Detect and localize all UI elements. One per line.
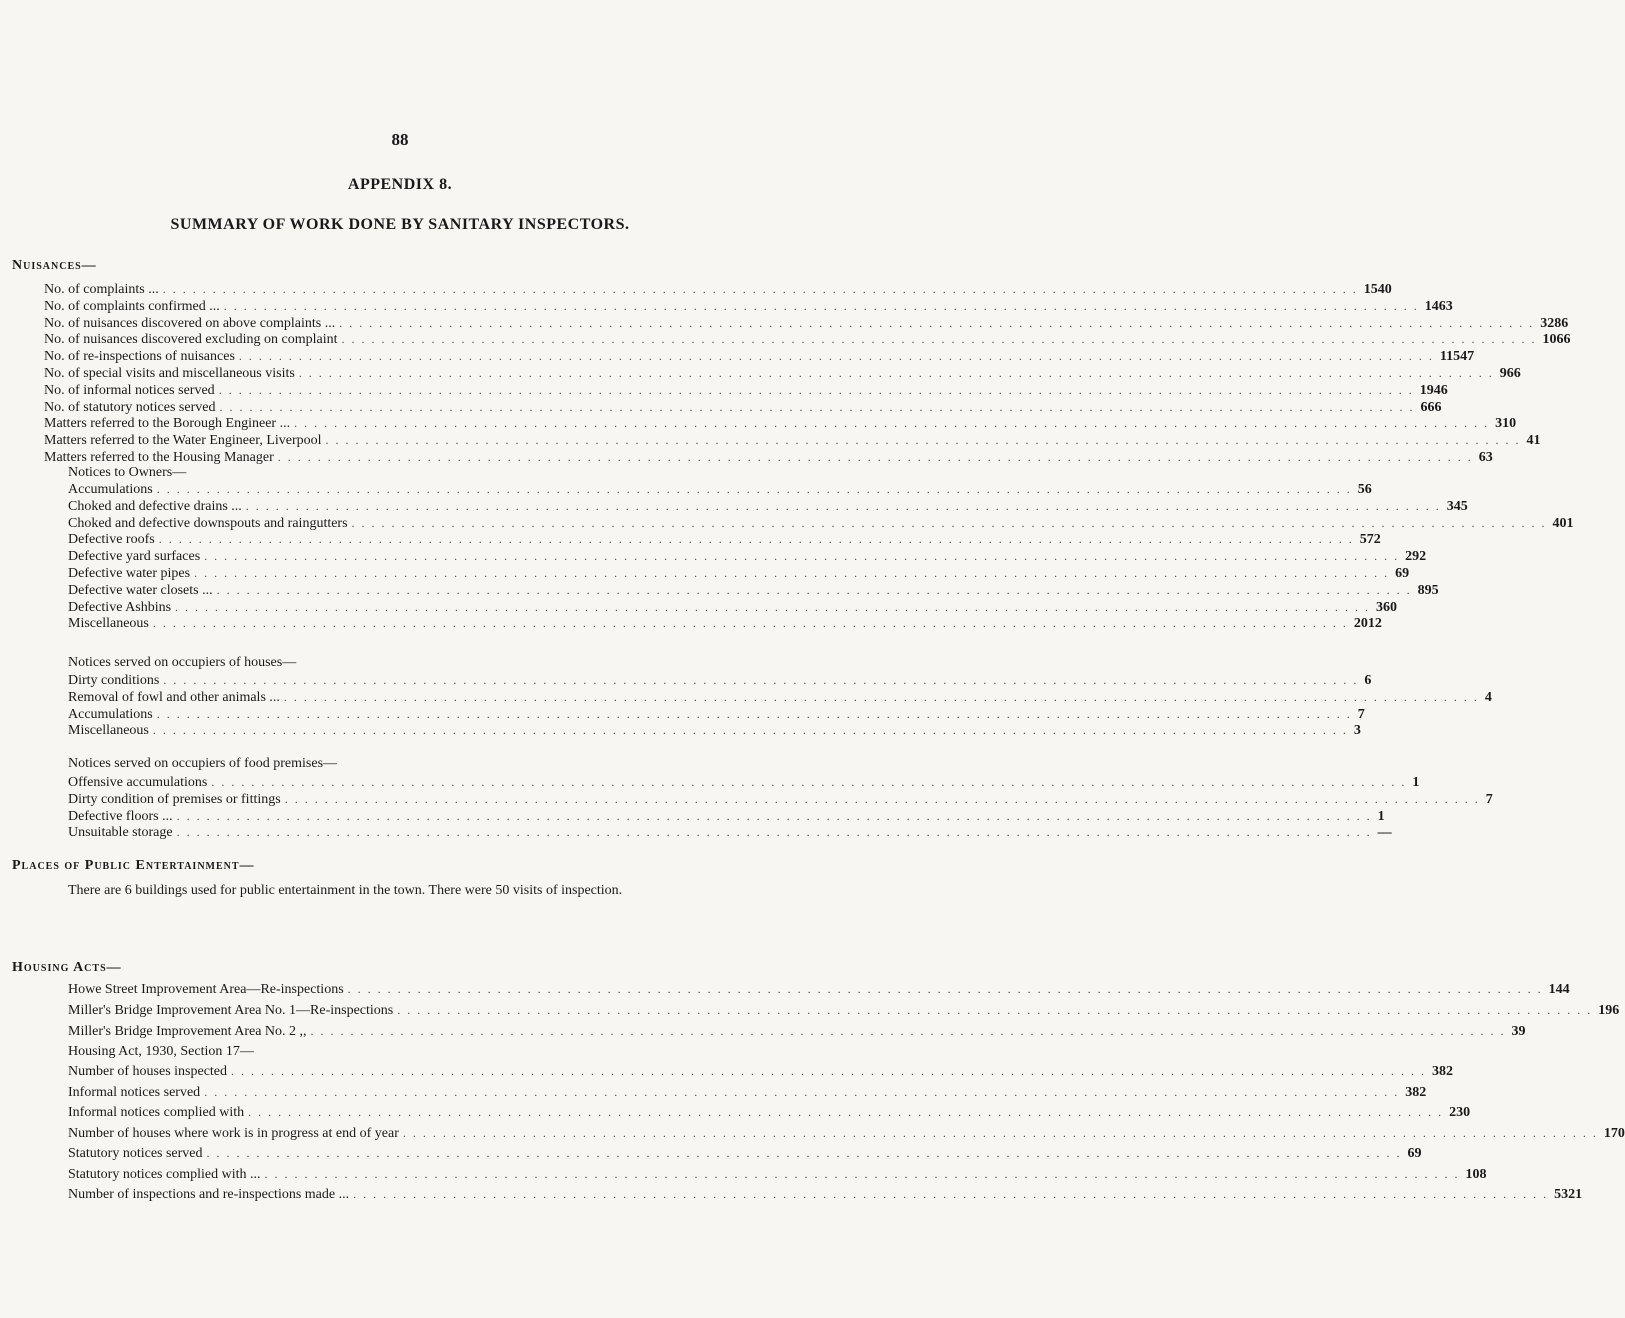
row-value: 6	[1364, 673, 1372, 688]
dot-leader: . . . . . . . . . . . . . . . . . . . . . . . . . . . . . . . . . . . . . . . . . . . . . . . . . . . . . . . . . . . . . . . . . . . . . . . . . . . . . . . . . . . . . . . . . . . . . . . . . . . . . . . . . . . . . . . . . . . . . . . .	[158, 532, 1354, 547]
dot-leader: . . . . . . . . . . . . . . . . . . . . . . . . . . . . . . . . . . . . . . . . . . . . . . . . . . . . . . . . . . . . . . . . . . . . . . . . . . . . . . . . . . . . . . . . . . . . . . . . . . . . . . . . . . . . . . . . . . . . . . . .	[152, 616, 1348, 631]
table-row	[44, 298, 1453, 315]
row-label: Unsuitable storage	[68, 825, 173, 841]
row-value: 69	[1407, 1146, 1422, 1161]
row-label: Informal notices served	[68, 1084, 201, 1100]
page-title: SUMMARY OF WORK DONE BY SANITARY INSPECTORS.	[170, 216, 630, 233]
dot-leader: . . . . . . . . . . . . . . . . . . . . . . . . . . . . . . . . . . . . . . . . . . . . . . . . . . . . . . . . . . . . . . . . . . . . . . . . . . . . . . . . . . . . . . . . . . . . . . . . . . . . . . . . . . . . . . . . . . . . . . . .	[325, 433, 1521, 448]
dot-leader: . . . . . . . . . . . . . . . . . . . . . . . . . . . . . . . . . . . . . . . . . . . . . . . . . . . . . . . . . . . . . . . . . . . . . . . . . . . . . . . . . . . . . . . . . . . . . . . . . . . . . . . . . . . . . . . . . . . . . . . .	[347, 982, 1543, 996]
row-label: Miller's Bridge Improvement Area No. 1—Re-inspections	[68, 1003, 394, 1018]
row-value: 1	[1412, 775, 1420, 790]
row-label: No. of nuisances discovered on above complaints ...	[44, 315, 336, 331]
dot-leader: . . . . . . . . . . . . . . . . . . . . . . . . . . . . . . . . . . . . . . . . . . . . . . . . . . . . . . . . . . . . . . . . . . . . . . . . . . . . . . . . . . . . . . . . . . . . . . . . . . . . . . . . . . . . . . . . . . . . . . . .	[353, 1187, 1549, 1201]
row-value: 382	[1405, 1084, 1427, 1100]
table-row	[68, 1002, 1620, 1019]
page-number: 88	[391, 130, 409, 149]
row-value: 39	[1511, 1024, 1526, 1039]
dot-leader: . . . . . . . . . . . . . . . . . . . . . . . . . . . . . . . . . . . . . . . . . . . . . . . . . . . . . . . . . . . . . . . . . . . . . . . . . . . . . . . . . . . . . . . . . . . . . . . . . . . . . . . . . . . . . . . . . . . . . . . .	[294, 416, 1490, 431]
dot-leader: . . . . . . . . . . . . . . . . . . . . . . . . . . . . . . . . . . . . . . . . . . . . . . . . . . . . . . . . . . . . . . . . . . . . . . . . . . . . . . . . . . . . . . . . . . . . . . . . . . . . . . . . . . . . . . . . . . . . . . . .	[310, 1024, 1506, 1038]
row-label: Miller's Bridge Improvement Area No. 2 ,,	[68, 1024, 307, 1039]
row-label: Miscellaneous	[68, 616, 149, 632]
dot-leader: . . . . . . . . . . . . . . . . . . . . . . . . . . . . . . . . . . . . . . . . . . . . . . . . . . . . . . . . . . . . . . . . . . . . . . . . . . . . . . . . . . . . . . . . . . . . . . . . . . . . . . . . . . . . . . . . . . . . . . . .	[341, 332, 1537, 347]
row-value: 4	[1484, 689, 1492, 705]
dot-leader: . . . . . . . . . . . . . . . . . . . . . . . . . . . . . . . . . . . . . . . . . . . . . . . . . . . . . . . . . . . . . . . . . . . . . . . . . . . . . . . . . . . . . . . . . . . . . . . . . . . . . . . . . . . . . . . . . . . . . . . .	[176, 825, 1372, 840]
table-row	[68, 1186, 1583, 1203]
row-value: 310	[1495, 416, 1517, 432]
dot-leader: . . . . . . . . . . . . . . . . . . . . . . . . . . . . . . . . . . . . . . . . . . . . . . . . . . . . . . . . . . . . . . . . . . . . . . . . . . . . . . . . . . . . . . . . . . . . . . . . . . . . . . . . . . . . . . . . . . . . . . . .	[277, 450, 1473, 464]
owners-heading: Notices to Owners—	[68, 465, 187, 480]
table-row	[44, 281, 1392, 298]
table-row	[68, 689, 1492, 706]
table-row	[68, 791, 1493, 808]
entertainment-text: There are 6 buildings used for public entertainment in the town. There were 50 visits of inspection.	[68, 883, 623, 898]
dot-leader: . . . . . . . . . . . . . . . . . . . . . . . . . . . . . . . . . . . . . . . . . . . . . . . . . . . . . . . . . . . . . . . . . . . . . . . . . . . . . . . . . . . . . . . . . . . . . . . . . . . . . . . . . . . . . . . . . . . . . . . .	[298, 366, 1494, 380]
row-label: Accumulations	[68, 482, 153, 497]
row-value: 1066	[1542, 332, 1571, 348]
dot-leader: . . . . . . . . . . . . . . . . . . . . . . . . . . . . . . . . . . . . . . . . . . . . . . . . . . . . . . . . . . . . . . . . . . . . . . . . . . . . . . . . . . . . . . . . . . . . . . . . . . . . . . . . . . . . . . . . . . . . . . . .	[218, 382, 1414, 397]
table-row	[44, 382, 1448, 399]
row-value: 666	[1420, 399, 1442, 415]
dot-leader: . . . . . . . . . . . . . . . . . . . . . . . . . . . . . . . . . . . . . . . . . . . . . . . . . . . . . . . . . . . . . . . . . . . . . . . . . . . . . . . . . . . . . . . . . . . . . . . . . . . . . . . . . . . . . . . . . . . . . . . .	[397, 1003, 1593, 1017]
nuisances-heading: Nuisances—	[12, 258, 97, 273]
row-label: Choked and defective downspouts and raingutters	[68, 515, 348, 531]
table-row	[68, 1125, 1625, 1142]
dot-leader: . . . . . . . . . . . . . . . . . . . . . . . . . . . . . . . . . . . . . . . . . . . . . . . . . . . . . . . . . . . . . . . . . . . . . . . . . . . . . . . . . . . . . . . . . . . . . . . . . . . . . . . . . . . . . . . . . . . . . . . .	[245, 498, 1441, 513]
row-label: No. of nuisances discovered excluding on complaint	[44, 332, 338, 348]
row-label: Defective Ashbins	[68, 599, 172, 615]
table-row	[68, 565, 1410, 582]
table-row	[44, 449, 1493, 466]
row-value: 11547	[1439, 349, 1475, 365]
table-row	[68, 515, 1574, 532]
row-label: Defective floors ...	[68, 808, 173, 824]
row-value: 895	[1417, 582, 1439, 598]
row-value: 144	[1548, 982, 1570, 997]
row-value: 56	[1357, 482, 1372, 497]
dot-leader: . . . . . . . . . . . . . . . . . . . . . . . . . . . . . . . . . . . . . . . . . . . . . . . . . . . . . . . . . . . . . . . . . . . . . . . . . . . . . . . . . . . . . . . . . . . . . . . . . . . . . . . . . . . . . . . . . . . . . . . .	[223, 298, 1419, 313]
dot-leader: . . . . . . . . . . . . . . . . . . . . . . . . . . . . . . . . . . . . . . . . . . . . . . . . . . . . . . . . . . . . . . . . . . . . . . . . . . . . . . . . . . . . . . . . . . . . . . . . . . . . . . . . . . . . . . . . . . . . . . . .	[402, 1125, 1598, 1140]
row-value: 345	[1446, 498, 1468, 514]
dot-leader: . . . . . . . . . . . . . . . . . . . . . . . . . . . . . . . . . . . . . . . . . . . . . . . . . . . . . . . . . . . . . . . . . . . . . . . . . . . . . . . . . . . . . . . . . . . . . . . . . . . . . . . . . . . . . . . . . . . . . . . .	[351, 515, 1547, 530]
dot-leader: . . . . . . . . . . . . . . . . . . . . . . . . . . . . . . . . . . . . . . . . . . . . . . . . . . . . . . . . . . . . . . . . . . . . . . . . . . . . . . . . . . . . . . . . . . . . . . . . . . . . . . . . . . . . . . . . . . . . . . . .	[175, 599, 1371, 614]
dot-leader: . . . . . . . . . . . . . . . . . . . . . . . . . . . . . . . . . . . . . . . . . . . . . . . . . . . . . . . . . . . . . . . . . . . . . . . . . . . . . . . . . . . . . . . . . . . . . . . . . . . . . . . . . . . . . . . . . . . . . . . .	[339, 315, 1535, 330]
row-label: Removal of fowl and other animals ...	[68, 689, 280, 705]
dot-leader: . . . . . . . . . . . . . . . . . . . . . . . . . . . . . . . . . . . . . . . . . . . . . . . . . . . . . . . . . . . . . . . . . . . . . . . . . . . . . . . . . . . . . . . . . . . . . . . . . . . . . . . . . . . . . . . . . . . . . . . .	[219, 399, 1415, 414]
table-row	[68, 531, 1381, 548]
table-row	[68, 582, 1439, 599]
row-value: 5321	[1554, 1187, 1583, 1202]
row-value: 1	[1377, 808, 1385, 824]
row-label: No. of special visits and miscellaneous visits	[44, 366, 295, 381]
row-label: No. of complaints ...	[44, 282, 159, 297]
row-value: 572	[1359, 532, 1381, 548]
row-value: 230	[1449, 1105, 1471, 1120]
row-label: Miscellaneous	[68, 723, 149, 739]
row-label: No. of informal notices served	[44, 382, 215, 398]
row-label: Defective yard surfaces	[68, 549, 201, 565]
row-label: Dirty condition of premises or fittings	[68, 791, 281, 807]
row-label: Howe Street Improvement Area—Re-inspections	[68, 982, 344, 997]
row-label: Informal notices complied with	[68, 1105, 245, 1120]
table-row	[44, 331, 1571, 348]
dot-leader: . . . . . . . . . . . . . . . . . . . . . . . . . . . . . . . . . . . . . . . . . . . . . . . . . . . . . . . . . . . . . . . . . . . . . . . . . . . . . . . . . . . . . . . . . . . . . . . . . . . . . . . . . . . . . . . . . . . . . . . .	[206, 1146, 1402, 1160]
dot-leader: . . . . . . . . . . . . . . . . . . . . . . . . . . . . . . . . . . . . . . . . . . . . . . . . . . . . . . . . . . . . . . . . . . . . . . . . . . . . . . . . . . . . . . . . . . . . . . . . . . . . . . . . . . . . . . . . . . . . . . . .	[204, 1084, 1400, 1099]
table-row	[44, 415, 1517, 432]
dot-leader: . . . . . . . . . . . . . . . . . . . . . . . . . . . . . . . . . . . . . . . . . . . . . . . . . . . . . . . . . . . . . . . . . . . . . . . . . . . . . . . . . . . . . . . . . . . . . . . . . . . . . . . . . . . . . . . . . . . . . . . .	[163, 673, 1359, 687]
dot-leader: . . . . . . . . . . . . . . . . . . . . . . . . . . . . . . . . . . . . . . . . . . . . . . . . . . . . . . . . . . . . . . . . . . . . . . . . . . . . . . . . . . . . . . . . . . . . . . . . . . . . . . . . . . . . . . . . . . . . . . . .	[156, 706, 1352, 721]
row-value: 2012	[1353, 616, 1382, 632]
table-row	[68, 1166, 1487, 1183]
dot-leader: . . . . . . . . . . . . . . . . . . . . . . . . . . . . . . . . . . . . . . . . . . . . . . . . . . . . . . . . . . . . . . . . . . . . . . . . . . . . . . . . . . . . . . . . . . . . . . . . . . . . . . . . . . . . . . . . . . . . . . . .	[216, 582, 1412, 597]
dot-leader: . . . . . . . . . . . . . . . . . . . . . . . . . . . . . . . . . . . . . . . . . . . . . . . . . . . . . . . . . . . . . . . . . . . . . . . . . . . . . . . . . . . . . . . . . . . . . . . . . . . . . . . . . . . . . . . . . . . . . . . .	[248, 1105, 1444, 1119]
row-label: Defective water closets ...	[68, 582, 213, 598]
table-row	[68, 808, 1385, 825]
row-label: Accumulations	[68, 706, 153, 722]
dot-leader: . . . . . . . . . . . . . . . . . . . . . . . . . . . . . . . . . . . . . . . . . . . . . . . . . . . . . . . . . . . . . . . . . . . . . . . . . . . . . . . . . . . . . . . . . . . . . . . . . . . . . . . . . . . . . . . . . . . . . . . .	[264, 1166, 1460, 1181]
table-row	[44, 348, 1475, 365]
table-row	[68, 498, 1468, 515]
table-row	[68, 774, 1420, 791]
table-row	[68, 1063, 1454, 1080]
row-value: 170	[1603, 1125, 1625, 1141]
appendix-heading: APPENDIX 8.	[347, 176, 453, 193]
dot-leader: . . . . . . . . . . . . . . . . . . . . . . . . . . . . . . . . . . . . . . . . . . . . . . . . . . . . . . . . . . . . . . . . . . . . . . . . . . . . . . . . . . . . . . . . . . . . . . . . . . . . . . . . . . . . . . . . . . . . . . . .	[238, 349, 1434, 364]
row-value: 108	[1465, 1166, 1487, 1182]
dot-leader: . . . . . . . . . . . . . . . . . . . . . . . . . . . . . . . . . . . . . . . . . . . . . . . . . . . . . . . . . . . . . . . . . . . . . . . . . . . . . . . . . . . . . . . . . . . . . . . . . . . . . . . . . . . . . . . . . . . . . . . .	[211, 775, 1407, 789]
row-label: No. of re-inspections of nuisances	[44, 349, 235, 365]
table-row	[44, 399, 1442, 416]
row-label: Matters referred to the Borough Engineer ...	[44, 416, 291, 432]
row-value: 196	[1598, 1003, 1620, 1018]
row-value: 41	[1526, 433, 1541, 449]
row-label: Statutory notices complied with ...	[68, 1166, 261, 1182]
table-row	[68, 1084, 1427, 1101]
row-label: Statutory notices served	[68, 1146, 203, 1161]
row-label: Defective water pipes	[68, 566, 191, 581]
dot-leader: . . . . . . . . . . . . . . . . . . . . . . . . . . . . . . . . . . . . . . . . . . . . . . . . . . . . . . . . . . . . . . . . . . . . . . . . . . . . . . . . . . . . . . . . . . . . . . . . . . . . . . . . . . . . . . . . . . . . . . . .	[176, 808, 1372, 823]
row-value: 382	[1432, 1064, 1454, 1079]
table-row	[68, 706, 1365, 723]
row-value: 3286	[1540, 315, 1569, 331]
table-row	[68, 548, 1427, 565]
dot-leader: . . . . . . . . . . . . . . . . . . . . . . . . . . . . . . . . . . . . . . . . . . . . . . . . . . . . . . . . . . . . . . . . . . . . . . . . . . . . . . . . . . . . . . . . . . . . . . . . . . . . . . . . . . . . . . . . . . . . . . . .	[162, 282, 1358, 296]
row-value: 7	[1357, 706, 1365, 722]
dot-leader: . . . . . . . . . . . . . . . . . . . . . . . . . . . . . . . . . . . . . . . . . . . . . . . . . . . . . . . . . . . . . . . . . . . . . . . . . . . . . . . . . . . . . . . . . . . . . . . . . . . . . . . . . . . . . . . . . . . . . . . .	[231, 1064, 1427, 1078]
row-label: Choked and defective drains ...	[68, 498, 242, 514]
row-value: 1463	[1424, 298, 1453, 314]
row-value: 1946	[1419, 382, 1448, 398]
row-value: 966	[1499, 366, 1521, 381]
row-value: 360	[1376, 599, 1398, 615]
table-row	[68, 1023, 1526, 1040]
dot-leader: . . . . . . . . . . . . . . . . . . . . . . . . . . . . . . . . . . . . . . . . . . . . . . . . . . . . . . . . . . . . . . . . . . . . . . . . . . . . . . . . . . . . . . . . . . . . . . . . . . . . . . . . . . . . . . . . . . . . . . . .	[156, 482, 1352, 496]
row-value: 292	[1405, 549, 1427, 565]
dot-leader: . . . . . . . . . . . . . . . . . . . . . . . . . . . . . . . . . . . . . . . . . . . . . . . . . . . . . . . . . . . . . . . . . . . . . . . . . . . . . . . . . . . . . . . . . . . . . . . . . . . . . . . . . . . . . . . . . . . . . . . .	[284, 791, 1480, 806]
dot-leader: . . . . . . . . . . . . . . . . . . . . . . . . . . . . . . . . . . . . . . . . . . . . . . . . . . . . . . . . . . . . . . . . . . . . . . . . . . . . . . . . . . . . . . . . . . . . . . . . . . . . . . . . . . . . . . . . . . . . . . . .	[204, 549, 1400, 564]
row-value: —	[1377, 825, 1392, 841]
row-label: Offensive accumulations	[68, 775, 208, 790]
table-row	[44, 432, 1541, 449]
dot-leader: . . . . . . . . . . . . . . . . . . . . . . . . . . . . . . . . . . . . . . . . . . . . . . . . . . . . . . . . . . . . . . . . . . . . . . . . . . . . . . . . . . . . . . . . . . . . . . . . . . . . . . . . . . . . . . . . . . . . . . . .	[283, 689, 1479, 704]
row-label: Dirty conditions	[68, 673, 160, 688]
row-value: 63	[1478, 450, 1493, 465]
table-row	[68, 481, 1372, 498]
table-row	[44, 365, 1521, 382]
dot-leader: . . . . . . . . . . . . . . . . . . . . . . . . . . . . . . . . . . . . . . . . . . . . . . . . . . . . . . . . . . . . . . . . . . . . . . . . . . . . . . . . . . . . . . . . . . . . . . . . . . . . . . . . . . . . . . . . . . . . . . . .	[152, 723, 1348, 738]
row-label: Matters referred to the Housing Manager	[44, 450, 274, 465]
table-row	[44, 315, 1569, 332]
row-label: Number of houses inspected	[68, 1064, 228, 1079]
entertainment-heading: Places of Public Entertainment—	[12, 858, 255, 873]
housing-heading: Housing Acts—	[12, 960, 122, 975]
housing-act-heading: Housing Act, 1930, Section 17—	[68, 1044, 254, 1059]
table-row	[68, 615, 1382, 632]
row-value: 401	[1552, 515, 1574, 531]
row-label: Defective roofs	[68, 532, 155, 548]
table-row	[68, 824, 1392, 841]
table-row	[68, 599, 1398, 616]
table-row	[68, 981, 1570, 998]
row-value: 1540	[1363, 282, 1392, 297]
row-value: 7	[1485, 791, 1493, 807]
table-row	[68, 722, 1361, 739]
row-value: 3	[1353, 723, 1361, 739]
row-label: Number of inspections and re-inspections made ...	[68, 1187, 350, 1202]
food-heading: Notices served on occupiers of food premises—	[68, 756, 338, 771]
occupiers-heading: Notices served on occupiers of houses—	[68, 655, 297, 670]
table-row	[68, 672, 1372, 689]
row-value: 69	[1395, 566, 1410, 581]
table-row	[68, 1145, 1422, 1162]
row-label: No. of complaints confirmed ...	[44, 298, 220, 314]
row-label: Number of houses where work is in progress at end of year	[68, 1125, 399, 1141]
row-label: No. of statutory notices served	[44, 399, 216, 415]
table-row	[68, 1104, 1471, 1121]
row-label: Matters referred to the Water Engineer, Liverpool	[44, 433, 322, 449]
dot-leader: . . . . . . . . . . . . . . . . . . . . . . . . . . . . . . . . . . . . . . . . . . . . . . . . . . . . . . . . . . . . . . . . . . . . . . . . . . . . . . . . . . . . . . . . . . . . . . . . . . . . . . . . . . . . . . . . . . . . . . . .	[194, 566, 1390, 580]
